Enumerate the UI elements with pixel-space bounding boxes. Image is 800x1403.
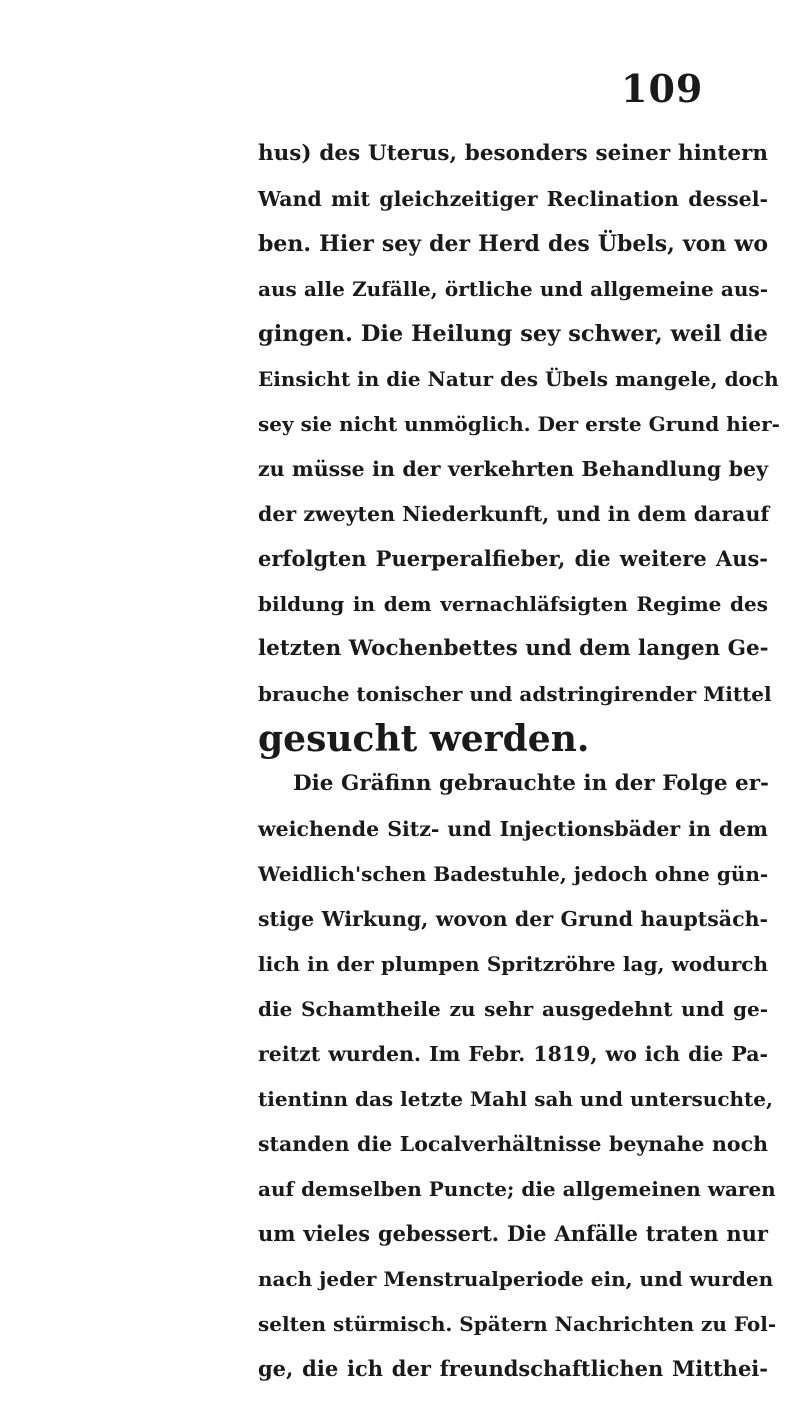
text-line: lich in der plumpen Spritzröhre lag, wodurch — [258, 952, 768, 976]
text-line: Weidlich'schen Badestuhle, jedoch ohne gün- — [258, 862, 769, 886]
text-line: Die Gräfinn gebrauchte in der Folge er- — [293, 771, 769, 796]
text-line: reitzt wurden. Im Febr. 1819, wo ich die Pa- — [258, 1042, 768, 1066]
text-line: stige Wirkung, wovon der Grund hauptsäch- — [258, 907, 768, 931]
text-line: Wand mit gleichzeitiger Reclination dessel- — [258, 187, 768, 211]
text-line: gesucht werden. — [258, 718, 590, 760]
text-line: brauche tonischer und adstringirender Mittel — [258, 682, 772, 706]
page-number: 109 — [621, 66, 704, 111]
text-line: die Schamtheile zu sehr ausgedehnt und ge- — [258, 997, 768, 1021]
text-line: standen die Localverhältnisse beynahe noch — [258, 1132, 768, 1156]
text-line: erfolgten Puerperalfieber, die weitere Aus- — [258, 546, 768, 571]
text-line: Einsicht in die Natur des Übels mangele, doch — [258, 367, 779, 391]
text-line: letzten Wochenbettes und dem langen Ge- — [258, 636, 769, 661]
text-line: der zweyten Niederkunft, und in dem darauf — [258, 502, 770, 526]
text-line: zu müsse in der verkehrten Behandlung bey — [258, 457, 768, 481]
text-line: hus) des Uterus, besonders seiner hintern — [258, 141, 768, 166]
text-line: weichende Sitz- und Injectionsbäder in dem — [258, 817, 768, 841]
text-line: ge, die ich der freundschaftlichen Mitthei- — [258, 1356, 768, 1381]
text-line: nach jeder Menstrualperiode ein, und wurden — [258, 1267, 774, 1291]
text-line: auf demselben Puncte; die allgemeinen waren — [258, 1177, 776, 1201]
text-line: gingen. Die Heilung sey schwer, weil die — [258, 321, 768, 347]
text-line: aus alle Zufälle, örtliche und allgemeine aus- — [258, 277, 768, 301]
text-line: ben. Hier sey der Herd des Übels, von wo — [258, 231, 768, 257]
text-line: bildung in dem vernachläfsigten Regime des — [258, 592, 768, 616]
text-line: um vieles gebessert. Die Anfälle traten nur — [258, 1221, 768, 1246]
text-line: sey sie nicht unmöglich. Der erste Grund hier- — [258, 412, 780, 436]
text-line: selten stürmisch. Spätern Nachrichten zu Fol- — [258, 1312, 777, 1336]
text-line: tientinn das letzte Mahl sah und untersuchte, — [258, 1087, 773, 1111]
